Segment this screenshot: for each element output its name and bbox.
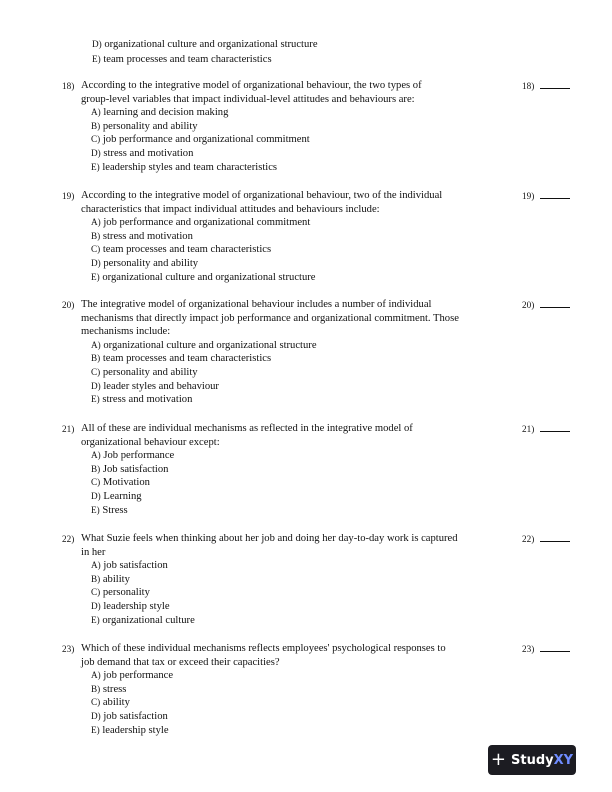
question-text: According to the integrative model of organizational behaviour, two of the individual characteristics that impact individual attitudes and behaviours include: xyxy=(81,190,443,215)
option-d: D) personality and ability xyxy=(91,257,199,269)
option-b: B) team processes and team characteristics xyxy=(91,353,272,365)
option-d: D) stress and motivation xyxy=(91,147,194,159)
option-d: D) Learning xyxy=(91,490,142,502)
question-20 xyxy=(62,298,517,407)
question-18 xyxy=(62,79,517,174)
question-text: What Suzie feels when thinking about her job and doing her day-to-day work is captured in her xyxy=(81,533,458,558)
option-c: C) team processes and team characteristics xyxy=(91,244,272,256)
options-list xyxy=(91,669,517,737)
answer-blank-21[interactable]: 21) xyxy=(522,423,570,434)
question-number: 20) xyxy=(62,300,75,310)
question-23 xyxy=(62,642,517,737)
option-b: B) personality and ability xyxy=(91,120,198,132)
option-e: E) stress and motivation xyxy=(91,394,193,406)
option-d: D) leader styles and behaviour xyxy=(91,380,219,392)
option-a: A) job satisfaction xyxy=(91,560,168,572)
brand-main: Study xyxy=(511,752,554,768)
options-list xyxy=(91,559,517,627)
question-text: Which of these individual mechanisms reflects employees' psychological responses to job demand that tax or exceed their capacities? xyxy=(81,643,446,668)
question-22 xyxy=(62,532,517,627)
answer-blank-20[interactable]: 20) xyxy=(522,299,570,310)
option-e: E) team processes and team characteristics xyxy=(92,54,272,65)
option-a: A) job performance and organizational commitment xyxy=(91,217,311,229)
answer-blank-19[interactable]: 19) xyxy=(522,190,570,201)
answer-blank-18[interactable]: 18) xyxy=(522,80,570,91)
option-c: C) personality xyxy=(91,587,150,599)
previous-question-options xyxy=(92,37,318,67)
option-a: A) Job performance xyxy=(91,450,175,462)
option-e: E) leadership style xyxy=(91,724,169,736)
option-c: C) Motivation xyxy=(91,477,150,489)
option-d: D) organizational culture and organizational structure xyxy=(92,39,318,50)
question-text: According to the integrative model of organizational behaviour, the two types of group-level variables that impact individual-level attitudes and behaviours are: xyxy=(81,80,422,105)
option-b: B) stress and motivation xyxy=(91,230,193,242)
option-b: B) ability xyxy=(91,573,130,585)
options-list xyxy=(91,216,517,284)
option-e: E) organizational culture xyxy=(91,614,195,626)
question-number: 23) xyxy=(62,644,75,654)
option-c: C) ability xyxy=(91,697,130,709)
question-number: 21) xyxy=(62,424,75,434)
options-list xyxy=(91,339,517,407)
option-e: E) organizational culture and organizational structure xyxy=(91,271,316,283)
question-19 xyxy=(62,189,517,284)
studyxy-logo[interactable] xyxy=(488,745,576,775)
brand-accent: XY xyxy=(553,752,574,768)
option-a: A) job performance xyxy=(91,670,174,682)
question-text: The integrative model of organizational behaviour includes a number of individual mechanisms that directly impact job performance and organizational commitment. Those mechanisms include: xyxy=(81,299,459,338)
option-e: E) leadership styles and team characteristics xyxy=(91,161,278,173)
option-b: B) Job satisfaction xyxy=(91,463,169,475)
option-b: B) stress xyxy=(91,683,127,695)
options-list xyxy=(91,449,517,517)
question-number: 18) xyxy=(62,81,75,91)
option-c: C) job performance and organizational commitment xyxy=(91,134,310,146)
option-d: D) leadership style xyxy=(91,600,170,612)
answer-blank-23[interactable]: 23) xyxy=(522,643,570,654)
question-21 xyxy=(62,422,517,517)
option-c: C) personality and ability xyxy=(91,366,198,378)
question-number: 22) xyxy=(62,534,75,544)
question-text: All of these are individual mechanisms as reflected in the integrative model of organizational behaviour except: xyxy=(81,423,413,448)
question-number: 19) xyxy=(62,191,75,201)
answer-blank-22[interactable]: 22) xyxy=(522,533,570,544)
options-list xyxy=(91,106,517,174)
plus-icon: + xyxy=(490,749,507,770)
option-d: D) job satisfaction xyxy=(91,710,168,722)
option-e: E) Stress xyxy=(91,504,128,516)
option-a: A) organizational culture and organizational structure xyxy=(91,339,317,351)
option-a: A) learning and decision making xyxy=(91,107,229,119)
